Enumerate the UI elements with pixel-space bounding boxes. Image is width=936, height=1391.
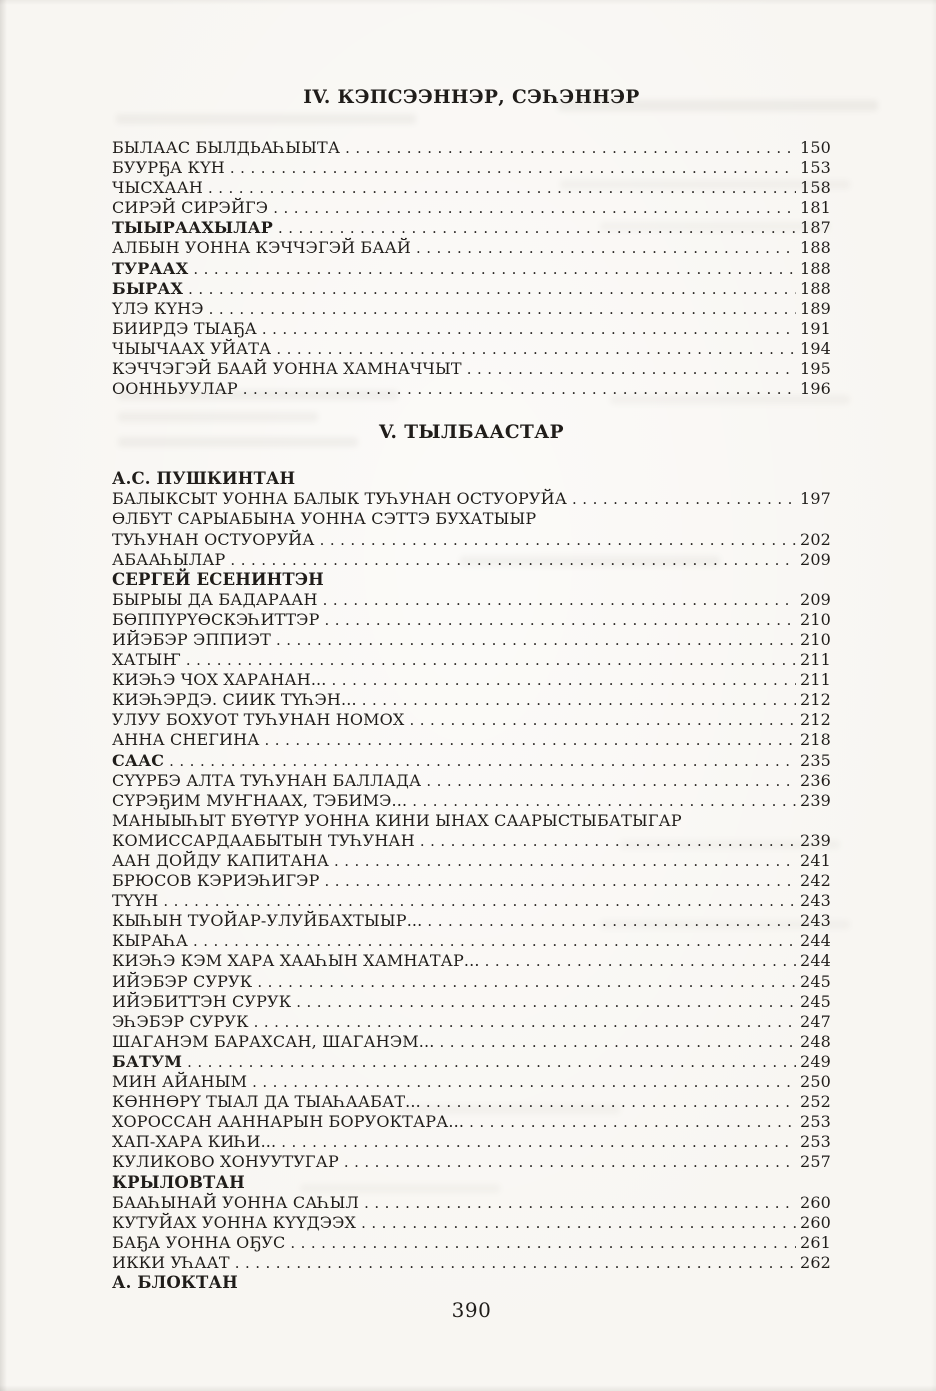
toc-entry-title: СААС — [112, 750, 165, 770]
toc-entry-title: КӨННӨРҮ ТЫАЛ ДА ТЫАҺААБАТ... — [112, 1092, 421, 1112]
dot-leader — [252, 1072, 796, 1092]
toc-entry-title: УЛУУ БОХУОТ ТУҺУНАН НОМОХ — [112, 710, 405, 730]
toc-row — [112, 710, 831, 730]
dot-leader — [243, 379, 796, 399]
toc-entry-page-number: 187 — [800, 218, 831, 238]
dot-leader — [325, 871, 797, 891]
dot-leader — [188, 279, 796, 299]
toc-row — [112, 590, 831, 610]
toc-row — [112, 1132, 831, 1152]
toc-entry-title: КЫРАҺА — [112, 931, 189, 951]
toc-entry-page-number: 242 — [800, 871, 831, 891]
toc-entry-page-number: 243 — [800, 911, 831, 931]
toc-entry-title: ХАТЫҤ — [112, 650, 181, 670]
toc-row — [112, 530, 831, 550]
toc-entry-page-number: 196 — [800, 379, 831, 399]
toc-row — [112, 931, 831, 951]
toc-row — [112, 319, 831, 339]
dot-leader — [281, 1132, 796, 1152]
dot-leader — [420, 831, 796, 851]
dot-leader — [163, 891, 796, 911]
toc-entry-page-number: 210 — [800, 609, 831, 629]
dot-leader — [409, 710, 796, 730]
toc-entry-page-number: 262 — [800, 1252, 831, 1272]
dot-leader — [485, 951, 796, 971]
toc-row — [112, 1193, 831, 1213]
toc-row — [112, 178, 831, 198]
toc-row — [112, 992, 831, 1012]
dot-leader — [361, 1213, 796, 1233]
toc-entry-title: КУЛИКОВО ХОНУУТУГАР — [112, 1152, 339, 1172]
toc-entry-title: СЕРГЕЙ ЕСЕНИНТЭН — [112, 569, 324, 589]
toc-entry-page-number: 194 — [800, 338, 831, 358]
toc-row — [112, 670, 831, 690]
toc-entry-page-number: 247 — [800, 1011, 831, 1031]
toc-entry-page-number: 153 — [800, 158, 831, 178]
toc-group-heading — [112, 1273, 831, 1293]
dot-leader — [426, 771, 796, 791]
toc-entry-title: ТУРААХ — [112, 258, 189, 278]
toc-entry-page-number: 250 — [800, 1072, 831, 1092]
dot-leader — [320, 530, 796, 550]
dot-leader — [193, 931, 796, 951]
toc-row — [112, 198, 831, 218]
toc-entry-page-number: 253 — [800, 1112, 831, 1132]
toc-row — [112, 550, 831, 570]
dot-leader — [334, 851, 796, 871]
toc-entry-page-number: 245 — [800, 971, 831, 991]
toc-row — [112, 279, 831, 299]
toc-entry-page-number: 239 — [800, 830, 831, 850]
dot-leader — [276, 339, 796, 359]
toc-row — [112, 379, 831, 399]
folio-page-number: 390 — [451, 1298, 492, 1323]
dot-leader — [169, 751, 796, 771]
toc-row — [112, 1012, 831, 1032]
toc-row — [112, 1152, 831, 1172]
toc-row — [112, 359, 831, 379]
toc-entry-title: АЛБЫН УОННА КЭЧЧЭГЭЙ БААЙ — [112, 238, 411, 258]
toc-entry-page-number: 253 — [800, 1132, 831, 1152]
toc-row — [112, 771, 831, 791]
toc-entry-page-number: 188 — [800, 238, 831, 258]
toc-entry-title: ТУҺУНАН ОСТУОРУЙА — [112, 529, 315, 549]
toc-row — [112, 299, 831, 319]
toc-entry-title: КИЭҺЭ КЭМ ХАРА ХААҺЫН ХАМНАТАР... — [112, 951, 480, 971]
toc-entry-title: ХОРОССАН ААННАРЫН БОРУОКТАРА... — [112, 1112, 465, 1132]
toc-row — [112, 158, 831, 178]
toc-content — [112, 86, 831, 1322]
section-title-v: V. ТЫЛБААСТАР — [379, 422, 564, 444]
dot-leader — [364, 1193, 796, 1213]
toc-entry-page-number: 241 — [800, 851, 831, 870]
toc-row — [112, 630, 831, 650]
toc-entry-title: МАНЫЫҺЫТ БҮӨТҮР УОННА КИНИ ЫНАХ СААРЫСТЫБАТЫГАР — [112, 810, 682, 830]
dot-leader — [235, 1253, 796, 1273]
toc-entry-page-number: 181 — [800, 198, 831, 218]
toc-entry-page-number: 260 — [800, 1192, 831, 1212]
toc-group-heading — [112, 1173, 831, 1193]
toc-entry-page-number: 209 — [800, 589, 831, 609]
dot-leader — [276, 630, 796, 650]
toc-entry-title: СҮРЭҔИМ МУҤНААХ, ТЭБИМЭ... — [112, 790, 408, 810]
toc-row — [112, 1253, 831, 1273]
toc-entry-title: БЫРЫЫ ДА БАДАРААН — [112, 589, 318, 609]
toc-entry-title: А. БЛОКТАН — [112, 1272, 238, 1292]
dot-leader — [262, 319, 796, 339]
toc-row — [112, 871, 831, 891]
toc-entry-title: ООННЬУУЛАР — [112, 379, 238, 399]
toc-entry-page-number: 210 — [800, 629, 831, 649]
dot-leader — [254, 1012, 796, 1032]
toc-row — [112, 1072, 831, 1092]
toc-row — [112, 851, 831, 871]
toc-row — [112, 1233, 831, 1253]
toc-entry-title: КРЫЛОВТАН — [112, 1172, 245, 1192]
toc-entry-title: МИН АЙАНЫМ — [112, 1072, 248, 1092]
toc-entry-title: БАҔА УОННА ОҔУС — [112, 1232, 286, 1252]
toc-entry-page-number: 261 — [800, 1232, 831, 1252]
toc-entry-title: ШАГАНЭМ БАРАХСАН, ШАГАНЭМ... — [112, 1031, 435, 1051]
dot-leader — [186, 650, 796, 670]
dot-leader — [332, 670, 796, 690]
toc-row — [112, 650, 831, 670]
toc-entry-title: БӨППҮРҮӨСКЭҺИТТЭР — [112, 609, 320, 629]
toc-entry-title: А.С. ПУШКИНТАН — [112, 469, 296, 489]
dot-leader — [265, 730, 796, 750]
toc-entry-page-number: 212 — [800, 690, 831, 710]
toc-entry-page-number: 188 — [800, 278, 831, 298]
dot-leader — [257, 972, 796, 992]
toc-entry-title: БЫЛААС БЫЛДЬАҺЫЫТА — [112, 138, 341, 157]
toc-list-section-iv — [112, 138, 831, 399]
section-title-iv: IV. КЭПСЭЭННЭР, СЭҺЭННЭР — [303, 87, 640, 108]
toc-entry-page-number: 244 — [800, 951, 831, 971]
toc-entry-page-number: 239 — [800, 790, 831, 810]
toc-row — [112, 690, 831, 710]
toc-entry-title: БЫРАХ — [112, 278, 184, 298]
toc-entry-title: КЫҺЫН ТУОЙАР-УЛУЙБАХТЫЫР... — [112, 911, 423, 931]
toc-entry-page-number: 195 — [800, 359, 831, 379]
toc-entry-title: БАЛЫКСЫТ УОННА БАЛЫК ТУҺУНАН ОСТУОРУЙА — [112, 489, 568, 509]
toc-entry-page-number: 211 — [800, 650, 831, 670]
toc-entry-title: СИРЭЙ СИРЭЙГЭ — [112, 198, 269, 218]
dot-leader — [440, 1032, 796, 1052]
dot-leader — [290, 1233, 796, 1253]
toc-entry-title: БУУРҔА КҮН — [112, 158, 225, 178]
toc-entry-title: ИЙЭБИТТЭН СУРУК — [112, 991, 292, 1011]
toc-entry-page-number: 235 — [800, 750, 831, 770]
toc-row — [112, 791, 831, 811]
toc-row — [112, 138, 831, 158]
toc-row — [112, 1213, 831, 1233]
dot-leader — [273, 198, 796, 218]
dot-leader — [362, 690, 796, 710]
dot-leader — [345, 138, 796, 158]
dot-leader — [344, 1152, 796, 1172]
toc-entry-title: БААҺЫНАЙ УОННА САҺЫЛ — [112, 1192, 360, 1212]
toc-entry-title: КИЭҺЭ ЧОХ ХАРАНАН... — [112, 670, 327, 690]
dot-leader — [467, 359, 796, 379]
toc-entry-page-number: 236 — [800, 770, 831, 790]
toc-row — [112, 730, 831, 750]
dot-leader — [230, 550, 796, 570]
toc-entry-title: ИККИ УҺААТ — [112, 1252, 230, 1272]
toc-entry-title: КЭЧЧЭГЭЙ БААЙ УОННА ХАМНАЧЧЫТ — [112, 359, 462, 379]
toc-list-section-v — [112, 469, 831, 1293]
toc-row — [112, 1092, 831, 1112]
toc-entry-title: ИЙЭБЭР ЭППИЭТ — [112, 629, 271, 649]
toc-entry-page-number: 243 — [800, 891, 831, 911]
toc-row — [112, 610, 831, 630]
toc-entry-title: ТЫЫРААХЫЛАР — [112, 218, 273, 238]
toc-entry-title: АБААҺЫЛАР — [112, 549, 226, 569]
dot-leader — [193, 259, 796, 279]
toc-row — [112, 1112, 831, 1132]
toc-entry-page-number: 211 — [800, 670, 831, 690]
toc-entry-title: ЧЫЫЧААХ УЙАТА — [112, 338, 272, 358]
toc-row — [112, 972, 831, 992]
toc-entry-title: СҮҮРБЭ АЛТА ТУҺУНАН БАЛЛАДА — [112, 770, 422, 790]
toc-row — [112, 911, 831, 931]
toc-entry-page-number: 249 — [800, 1051, 831, 1071]
toc-entry-page-number: 260 — [800, 1212, 831, 1232]
toc-entry-title: ЭҺЭБЭР СУРУК — [112, 1011, 249, 1031]
dot-leader — [278, 218, 796, 238]
toc-entry-title: БИИРДЭ ТЫАҔА — [112, 318, 257, 338]
dot-leader — [325, 610, 797, 630]
toc-row — [112, 751, 831, 771]
toc-entry-page-number: 245 — [800, 991, 831, 1011]
toc-row — [112, 811, 831, 831]
dot-leader — [187, 1052, 796, 1072]
toc-row — [112, 1052, 831, 1072]
toc-entry-page-number: 197 — [800, 489, 831, 509]
toc-entry-page-number: 191 — [800, 318, 831, 338]
toc-entry-title: ИЙЭБЭР СУРУК — [112, 971, 253, 991]
toc-entry-page-number: 158 — [800, 178, 831, 198]
dot-leader — [209, 299, 796, 319]
toc-entry-title: ӨЛБҮТ САРЫАБЫНА УОННА СЭТТЭ БУХАТЫЫР — [112, 509, 537, 529]
toc-entry-title: КИЭҺЭРДЭ. СИИК ТҮҺЭН... — [112, 690, 357, 710]
toc-entry-page-number: 218 — [800, 730, 831, 750]
toc-entry-page-number: 202 — [800, 529, 831, 549]
toc-row — [112, 891, 831, 911]
toc-row — [112, 238, 831, 258]
toc-entry-page-number: 244 — [800, 931, 831, 951]
dot-leader — [323, 590, 796, 610]
dot-leader — [469, 1112, 796, 1132]
dot-leader — [296, 992, 796, 1012]
toc-entry-title: БРЮСОВ КЭРИЭҺИГЭР — [112, 871, 320, 891]
toc-entry-page-number: 209 — [800, 549, 831, 569]
toc-row — [112, 339, 831, 359]
toc-entry-page-number: 212 — [800, 710, 831, 730]
toc-row — [112, 831, 831, 851]
dot-leader — [416, 238, 796, 258]
toc-entry-page-number: 150 — [800, 138, 831, 157]
dot-leader — [427, 911, 796, 931]
toc-entry-page-number: 189 — [800, 298, 831, 318]
toc-row — [112, 1032, 831, 1052]
toc-row — [112, 218, 831, 238]
toc-entry-title: ХАП-ХАРА КИҺИ... — [112, 1132, 277, 1152]
toc-entry-title: БАТУМ — [112, 1051, 183, 1071]
toc-row — [112, 259, 831, 279]
toc-row — [112, 509, 831, 529]
toc-group-heading — [112, 570, 831, 590]
dot-leader — [230, 158, 796, 178]
toc-entry-title: ТҮҮН — [112, 891, 159, 911]
toc-entry-title: КУТУЙАХ УОННА КҮҮДЭЭХ — [112, 1212, 357, 1232]
toc-entry-page-number: 257 — [800, 1152, 831, 1172]
toc-entry-page-number: 252 — [800, 1092, 831, 1112]
toc-entry-title: ААН ДОЙДУ КАПИТАНА — [112, 851, 329, 870]
toc-entry-title: КОМИССАРДААБЫТЫН ТУҺУНАН — [112, 830, 415, 850]
toc-group-heading — [112, 469, 831, 489]
dot-leader — [426, 1092, 796, 1112]
toc-entry-page-number: 188 — [800, 258, 831, 278]
toc-entry-title: ЧЫСХААН — [112, 178, 203, 198]
toc-entry-title: ҮЛЭ КҮНЭ — [112, 298, 204, 318]
dot-leader — [412, 791, 796, 811]
dot-leader — [208, 178, 796, 198]
toc-row — [112, 951, 831, 971]
dot-leader — [572, 489, 796, 509]
toc-entry-page-number: 248 — [800, 1031, 831, 1051]
toc-entry-title: АННА СНЕГИНА — [112, 730, 260, 750]
toc-row — [112, 489, 831, 509]
